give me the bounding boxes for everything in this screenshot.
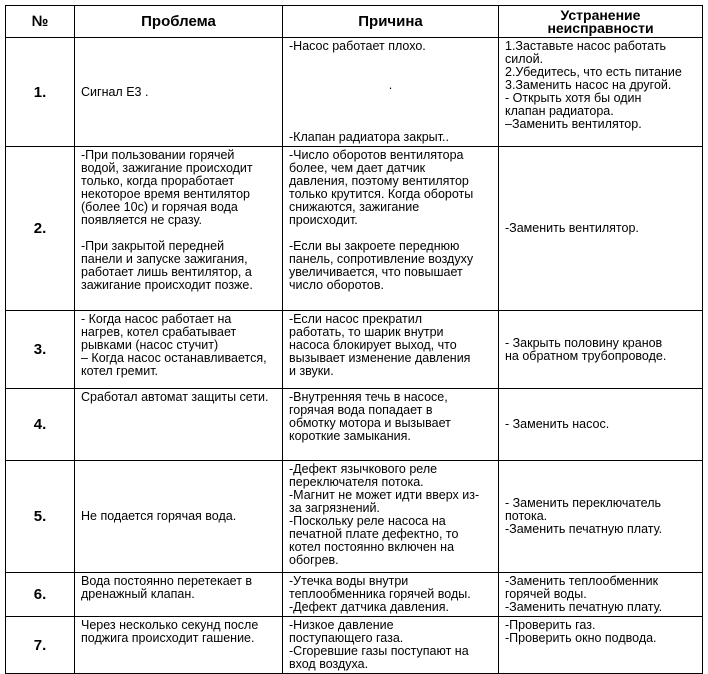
cause-cell-line: печатной плате дефектно, то <box>289 527 459 541</box>
cause-cell-line: и звуки. <box>289 364 334 378</box>
cause-cell-line: -Сгоревшие газы поступают на <box>289 644 469 658</box>
cause-cell-line: -Клапан радиатора закрыт.. <box>289 130 449 144</box>
cause-cell-line: -Число оборотов вентилятора <box>289 148 464 162</box>
cause-cell-line: поступающего газа. <box>289 631 404 645</box>
cause-cell-line: насоса блокирует выход, что <box>289 338 457 352</box>
fix-cell <box>499 461 703 573</box>
cause-cell <box>283 573 499 617</box>
row-number: 5. <box>6 461 75 573</box>
problem-cell-line: рывками (насос стучит) <box>81 338 219 352</box>
problem-cell <box>75 573 283 617</box>
cause-cell <box>283 311 499 389</box>
problem-cell <box>75 38 283 147</box>
problem-cell-line: поджига происходит гашение. <box>81 631 255 645</box>
row-number: 2. <box>6 147 75 311</box>
problem-cell-line: дренажный клапан. <box>81 587 195 601</box>
cause-cell <box>283 38 499 147</box>
problem-cell-line: Вода постоянно перетекает в <box>81 574 253 588</box>
problem-cell-line: некоторое время вентилятор <box>81 187 251 201</box>
header-num: № <box>6 6 75 38</box>
problem-cell-line: Через несколько секунд после <box>81 618 259 632</box>
row-number: 7. <box>6 617 75 674</box>
fix-cell-line: - Заменить переключатель <box>505 496 662 510</box>
problem-cell-line: -При пользовании горячей <box>81 148 235 162</box>
fix-cell-line: силой. <box>505 52 544 66</box>
table-row <box>6 147 703 311</box>
cause-cell-line: короткие замыкания. <box>289 429 411 443</box>
fix-cell-line: - Закрыть половину кранов <box>505 335 663 350</box>
problem-cell-line: котел гремит. <box>81 364 159 378</box>
cause-cell-line: давления, поэтому вентилятор <box>289 174 469 188</box>
cause-cell-line: котел постоянно включен на <box>289 540 455 554</box>
problem-cell-line: работает лишь вентилятор, а <box>81 265 252 279</box>
problem-cell <box>75 461 283 573</box>
cause-cell-line: только крутится. Когда обороты <box>289 187 474 201</box>
header-fix: Устранение неисправности <box>499 6 703 38</box>
cause-cell <box>283 147 499 311</box>
cause-cell-line: -Поскольку реле насоса на <box>289 514 446 528</box>
cause-cell-line: работать, то шарик внутри <box>289 325 444 339</box>
table-body <box>6 38 703 674</box>
troubleshooting-table <box>5 5 703 674</box>
cause-cell-line: -Низкое давление <box>289 618 394 632</box>
fix-cell-line: - Открыть хотя бы один <box>505 91 642 105</box>
cause-cell-line: -Внутренняя течь в насосе, <box>289 390 448 404</box>
fix-cell-line: 3.Заменить насос на другой. <box>505 78 672 92</box>
row-number: 4. <box>6 389 75 461</box>
problem-cell <box>75 147 283 311</box>
cause-cell-line: вход воздуха. <box>289 657 369 671</box>
fix-cell-line: 1.Заставьте насос работать <box>505 39 667 53</box>
fix-cell <box>499 147 703 311</box>
cause-cell-line: панель, сопротивление воздуху <box>289 252 474 266</box>
cause-cell-line: снижаются, зажигание <box>289 200 420 214</box>
problem-cell-line: только, когда проработает <box>81 174 235 188</box>
header-cause: Причина <box>283 6 499 38</box>
cause-cell-line: -Если вы закроете переднюю <box>289 239 460 253</box>
cause-cell-line: происходит. <box>289 213 358 227</box>
problem-cell-line: – Когда насос останавливается, <box>81 351 267 365</box>
fix-cell-line: 2.Убедитесь, что есть питание <box>505 65 682 79</box>
problem-cell-line: Сработал автомат защиты сети. <box>81 390 269 404</box>
problem-cell-line: Сигнал E3 . <box>81 84 149 99</box>
problem-cell <box>75 617 283 674</box>
fix-cell-line: клапан радиатора. <box>505 104 614 118</box>
fix-cell <box>499 617 703 674</box>
problem-cell-line: появляется не сразу. <box>81 213 202 227</box>
cause-cell-line <box>289 105 492 118</box>
cause-cell-line: -Насос работает плохо. <box>289 39 426 53</box>
cause-cell <box>283 389 499 461</box>
problem-cell-line: панели и запуске зажигания, <box>81 252 248 266</box>
problem-cell <box>75 311 283 389</box>
cause-cell-line: переключателя потока. <box>289 475 424 489</box>
problem-cell-line: Не подается горячая вода. <box>81 509 237 523</box>
cause-cell-line: обогрев. <box>289 553 339 567</box>
table-row <box>6 461 703 573</box>
problem-cell-line: нагрев, котел срабатывает <box>81 325 237 339</box>
cause-cell-line: . <box>388 78 393 92</box>
table-row <box>6 311 703 389</box>
problem-cell <box>75 389 283 461</box>
cause-cell-line: -Если насос прекратил <box>289 312 423 326</box>
cause-cell-line: -Дефект язычкового реле <box>289 462 438 476</box>
header-row <box>6 6 703 38</box>
fix-cell <box>499 311 703 389</box>
cause-cell-line: теплообменника горячей воды. <box>289 587 471 601</box>
cause-cell-line: более, чем дает датчик <box>289 161 426 175</box>
fix-cell-line: - Заменить насос. <box>505 417 610 431</box>
fix-cell-line: –Заменить вентилятор. <box>505 117 642 131</box>
cause-cell-line: обмотку мотора и вызывает <box>289 416 451 430</box>
cause-cell <box>283 461 499 573</box>
fix-cell-line: -Проверить окно подвода. <box>505 631 657 645</box>
fix-cell-line: -Заменить печатную плату. <box>505 522 663 536</box>
fix-cell-line: горячей воды. <box>505 587 587 601</box>
cause-cell-line <box>289 92 492 105</box>
cause-cell-line: число оборотов. <box>289 278 384 292</box>
fix-cell <box>499 389 703 461</box>
cause-cell-line: увеличивается, что повышает <box>289 265 463 279</box>
row-number: 6. <box>6 573 75 617</box>
fix-cell-line: -Проверить газ. <box>505 618 596 632</box>
cause-cell <box>283 617 499 674</box>
row-number: 3. <box>6 311 75 389</box>
cause-cell-line: -Магнит не может идти вверх из- <box>289 488 480 502</box>
cause-cell-line: за загрязнений. <box>289 501 380 515</box>
cause-cell-line: -Дефект датчика давления. <box>289 600 449 614</box>
header-problem: Проблема <box>75 6 283 38</box>
problem-cell-line: - Когда насос работает на <box>81 312 232 326</box>
cause-cell-line <box>289 53 492 66</box>
cause-cell-line: -Утечка воды внутри <box>289 574 409 588</box>
table-row <box>6 573 703 617</box>
table-row <box>6 38 703 147</box>
fix-cell-line: потока. <box>505 509 548 523</box>
cause-cell-line: горячая вода попадает в <box>289 403 433 417</box>
problem-cell-line: зажигание происходит позже. <box>81 278 253 292</box>
fix-cell-line: на обратном трубопроводе. <box>505 348 667 363</box>
cause-cell-line: вызывает изменение давления <box>289 351 471 365</box>
row-number: 1. <box>6 38 75 147</box>
table-row <box>6 389 703 461</box>
fix-cell-line: -Заменить печатную плату. <box>505 600 663 614</box>
fix-cell <box>499 573 703 617</box>
problem-cell-line: (более 10с) и горячая вода <box>81 200 238 214</box>
fix-cell-line: -Заменить теплообменник <box>505 574 659 588</box>
problem-cell-line: -При закрытой передней <box>81 239 225 253</box>
table-row <box>6 617 703 674</box>
problem-cell-line: водой, зажигание происходит <box>81 161 253 175</box>
fix-cell <box>499 38 703 147</box>
fix-cell-line: -Заменить вентилятор. <box>505 221 639 235</box>
